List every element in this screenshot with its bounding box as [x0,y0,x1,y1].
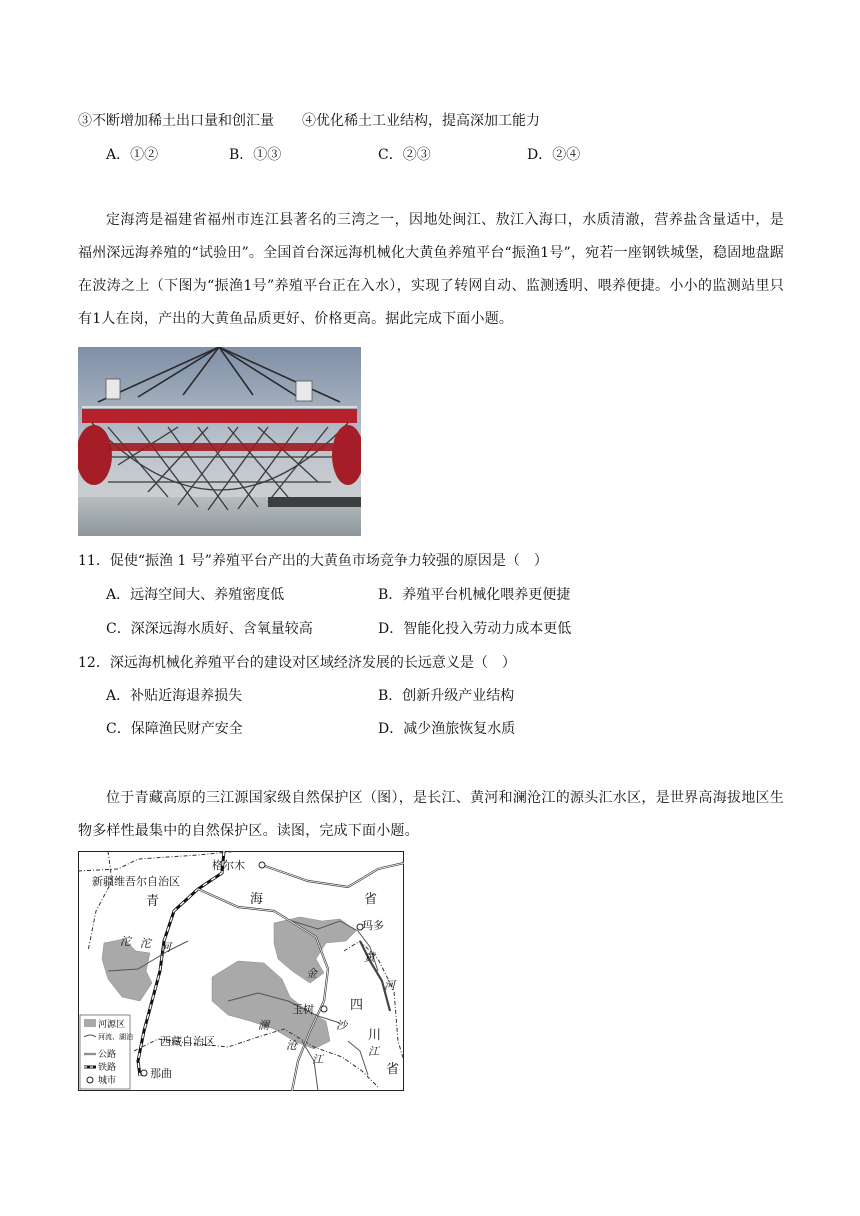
label-lan: 澜 [258,1019,269,1032]
passage-dinghai-bay: 定海湾是福建省福州市连江县著名的三湾之一，因地处闽江、敖江入海口，水质清澈，营养盐含量适中，是福州深远海养殖的“试验田”。全国首台深远海机械化大黄鱼养殖平台“振渔1号”，宛若一座钢铁城堡，稳固地盘踞在波涛之上（下图为“振渔1号”养殖平台正在入水），实现了转网自动、监测透明、喂养便捷。小小的监测站里只有1人在岗，产出的大黄鱼品质更好、价格更高。据此完成下面小题。 [78,212,784,327]
legend-river: 河流、湖泊 [98,1033,133,1041]
label-he2: 河 [384,979,395,992]
label-huang: 黄 [364,951,375,964]
label-sheng2: 省 [386,1062,400,1077]
label-jin: 金 [306,967,317,980]
q11-stem: 11．促使“振渔 1 号”养殖平台产出的大黄鱼市场竞争力较强的原因是（ ） [78,553,548,569]
label-xinjiang: 新疆维吾尔自治区 [92,875,180,888]
label-chuan: 川 [368,1028,382,1043]
label-si: 四 [350,998,364,1013]
label-tuo1: 沱 [120,935,131,948]
passage-sanjiangyuan: 位于青藏高原的三江源国家级自然保护区（图），是长江、黄河和澜沧江的源头汇水区，是世界高海拔地区生物多样性最集中的自然保护区。读图，完成下面小题。 [78,790,784,839]
sanjiangyuan-map [78,851,404,1091]
label-jiang1: 江 [312,1053,323,1066]
label-qing: 青 [146,894,160,909]
map-legend [80,1015,133,1089]
label-jiang2: 江 [368,1045,379,1058]
label-cang: 沧 [286,1039,297,1052]
q11-option-b[interactable]: B．养殖平台机械化喂养更便捷 [378,587,571,603]
label-hai: 海 [250,892,264,907]
label-naqu: 那曲 [150,1067,172,1080]
q12-option-b[interactable]: B．创新升级产业结构 [378,688,515,704]
prev-question-line: ③不断增加稀土出口量和创汇量 ④优化稀土工业结构，提高深加工能力 [78,113,540,129]
label-sha: 沙 [336,1019,347,1032]
legend-source-swatch [84,1019,96,1027]
q12-option-c[interactable]: C．保障渔民财产安全 [106,721,243,737]
label-geermu: 格尔木 [212,859,245,872]
q11-option-c[interactable]: C．深深远海水质好、含氧量较高 [106,621,313,637]
q12-stem: 12．深远海机械化养殖平台的建设对区域经济发展的长远意义是（ ） [78,655,516,671]
label-yushu: 玉树 [292,1003,314,1016]
legend-city: 城市 [98,1076,117,1086]
prev-option-c[interactable]: C．②③ [378,147,431,163]
legend-city-swatch [87,1077,93,1083]
legend-rail: 铁路 [98,1063,117,1073]
q11-option-a[interactable]: A．远海空间大、养殖密度低 [106,587,285,603]
label-he1: 河 [160,941,171,954]
legend-road: 公路 [98,1050,117,1060]
q12-option-d[interactable]: D．减少渔旅恢复水质 [378,721,516,737]
label-tuo2: 沱 [140,937,151,950]
prev-option-a[interactable]: A．①② [106,147,159,163]
label-maduo: 玛多 [362,919,384,932]
label-sheng: 省 [364,892,378,907]
legend-source: 河源区 [98,1020,126,1030]
prev-option-d[interactable]: D．②④ [527,147,581,163]
q12-option-a[interactable]: A．补贴近海退养损失 [106,688,243,704]
prev-option-b[interactable]: B．①③ [229,147,282,163]
platform-photo [78,347,361,536]
q11-option-d[interactable]: D．智能化投入劳动力成本更低 [378,621,572,637]
label-xizang: 西藏自治区 [160,1035,215,1048]
